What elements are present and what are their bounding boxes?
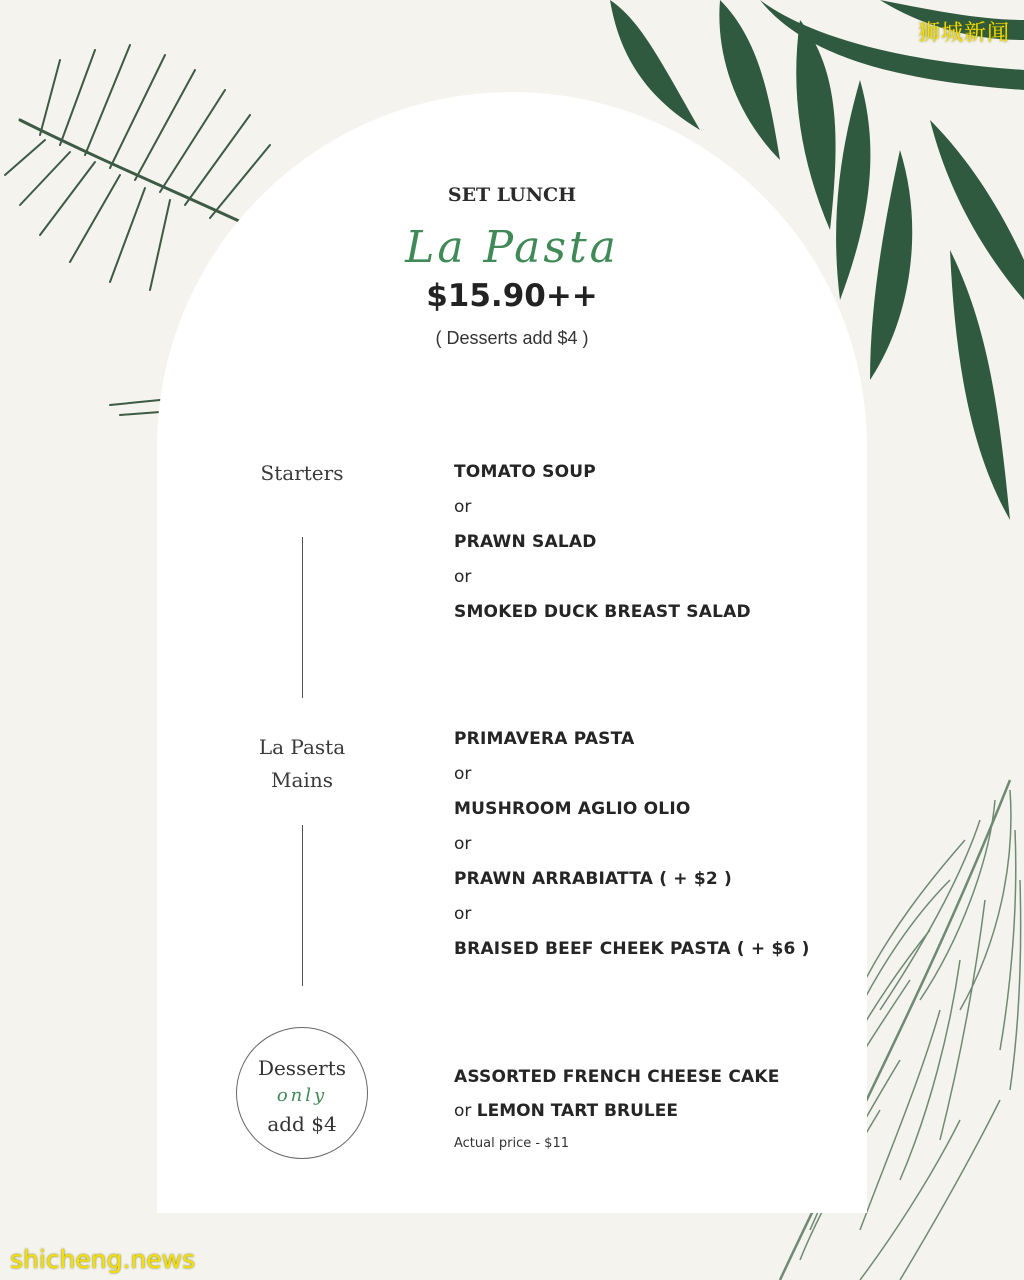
watermark-bottom-left: shicheng.news xyxy=(10,1245,196,1274)
menu-subtitle: SET LUNCH xyxy=(447,184,577,206)
menu-item: PRAWN SALAD xyxy=(454,532,597,552)
or-separator: or xyxy=(454,834,472,854)
actual-price-note: Actual price - $11 xyxy=(454,1136,569,1151)
desserts-badge-line3: add $4 xyxy=(267,1112,337,1136)
section-label-starters: Starters xyxy=(260,461,344,485)
or-separator: or xyxy=(454,497,472,517)
or-separator: or xyxy=(454,764,472,784)
desserts-badge-line1: Desserts xyxy=(257,1056,347,1080)
or-separator: or xyxy=(454,904,472,924)
menu-title: La Pasta xyxy=(405,222,619,273)
mains-label-line2: Mains xyxy=(271,768,333,792)
desserts-badge xyxy=(236,1027,368,1159)
section-label-mains xyxy=(202,731,402,797)
mains-divider xyxy=(302,825,303,986)
menu-item: ASSORTED FRENCH CHEESE CAKE xyxy=(454,1067,780,1087)
menu-item: TOMATO SOUP xyxy=(454,462,596,482)
menu-item: PRIMAVERA PASTA xyxy=(454,729,635,749)
watermark-top-right: 狮城新闻 xyxy=(917,21,1010,46)
mains-label-line1: La Pasta xyxy=(258,735,346,759)
menu-item: PRAWN ARRABIATTA ( + $2 ) xyxy=(454,869,732,889)
starters-list xyxy=(454,455,751,630)
menu-item-name: LEMON TART BRULEE xyxy=(476,1101,678,1121)
price-note: ( Desserts add $4 ) xyxy=(435,328,589,348)
menu-item: BRAISED BEEF CHEEK PASTA ( + $6 ) xyxy=(454,939,810,959)
or-separator: or xyxy=(454,1101,472,1121)
menu-item: SMOKED DUCK BREAST SALAD xyxy=(454,602,751,622)
starters-divider xyxy=(302,537,303,698)
desserts-badge-line2: only xyxy=(276,1085,328,1106)
mains-list xyxy=(454,722,810,967)
menu-item: MUSHROOM AGLIO OLIO xyxy=(454,799,691,819)
menu-item-with-or xyxy=(454,1094,780,1128)
set-price: $15.90++ xyxy=(426,278,598,314)
desserts-list xyxy=(454,1060,780,1151)
or-separator: or xyxy=(454,567,472,587)
